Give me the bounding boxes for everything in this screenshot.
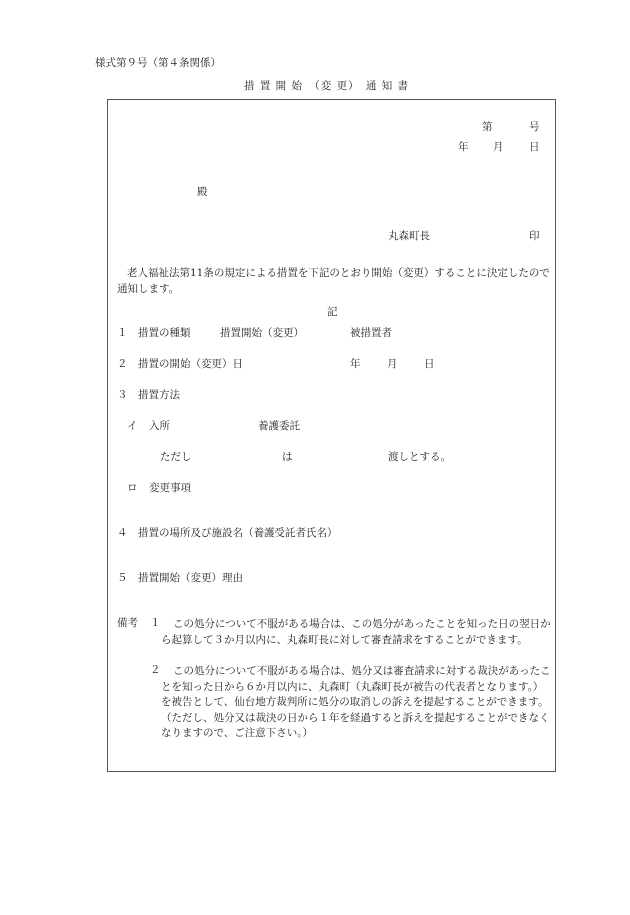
item3-tadashi: ただし [160, 451, 192, 463]
date-day: 日 [529, 141, 540, 153]
item1-number: １ [117, 327, 128, 339]
item5-number: ５ [117, 572, 128, 584]
remarks-note1-number: １ [150, 617, 161, 629]
issuer-name: 丸森町長 [388, 230, 430, 242]
item3-watashi: 渡しとする。 [388, 451, 451, 463]
remarks-note2-number: ２ [150, 664, 161, 676]
doc-number-go: 号 [529, 121, 540, 133]
item3-wa: は [282, 451, 293, 463]
form-label: 様式第９号（第４条関係） [95, 57, 221, 69]
date-year: 年 [458, 141, 469, 153]
item3-sub-i-value: 養護委託 [258, 420, 300, 432]
document-title: 措 置 開 始 （変 更） 通 知 書 [244, 80, 410, 92]
item2-day: 日 [424, 358, 435, 370]
item3-sub-i-label: 入所 [149, 420, 170, 432]
item2-label: 措置の開始（変更）日 [138, 358, 243, 370]
remarks-note2-text: この処分について不服がある場合は、処分又は審査請求に対する裁決があったことを知った日から６か月以内に、丸森町（丸森町長が被告の代表者となります。）を被告として、仙台地方裁判所に処分の取消しの訴えを提起することができます。（ただし、処分又は裁決の日から１年を経過すると訴えを提起することができなくなりますので、ご注意下さい。） [161, 665, 551, 739]
issuer-seal: 印 [529, 230, 540, 242]
remarks-label: 備考 [117, 617, 138, 629]
item2-number: ２ [117, 358, 128, 370]
addressee-dono: 殿 [197, 186, 208, 198]
remarks-note1-text: この処分について不服がある場合は、この処分があったことを知った日の翌日から起算して３か月以内に、丸森町長に対して審査請求をすることができます。 [161, 618, 551, 646]
notice-paragraph [117, 266, 551, 297]
item3-sub-i-mark: イ [127, 420, 138, 432]
item3-number: ３ [117, 389, 128, 401]
doc-number-dai: 第 [482, 121, 493, 133]
item5-label: 措置開始（変更）理由 [138, 572, 243, 584]
item1-label: 措置の種類 [138, 327, 191, 339]
item3-label: 措置方法 [138, 389, 180, 401]
item1-value: 措置開始（変更） [220, 327, 304, 339]
item4-label: 措置の場所及び施設名（養護受託者氏名） [138, 527, 338, 539]
date-month: 月 [493, 141, 504, 153]
item2-year: 年 [350, 358, 361, 370]
item4-number: ４ [117, 527, 128, 539]
ki-heading: 記 [327, 306, 338, 318]
item3-sub-ro-label: 変更事項 [149, 482, 191, 494]
notice-paragraph-text: 老人福祉法第11条の規定による措置を下記のとおり開始（変更）することに決定したので通知します。 [117, 267, 550, 295]
item3-sub-ro-mark: ロ [127, 482, 138, 494]
item2-month: 月 [387, 358, 398, 370]
item1-target: 被措置者 [350, 327, 392, 339]
